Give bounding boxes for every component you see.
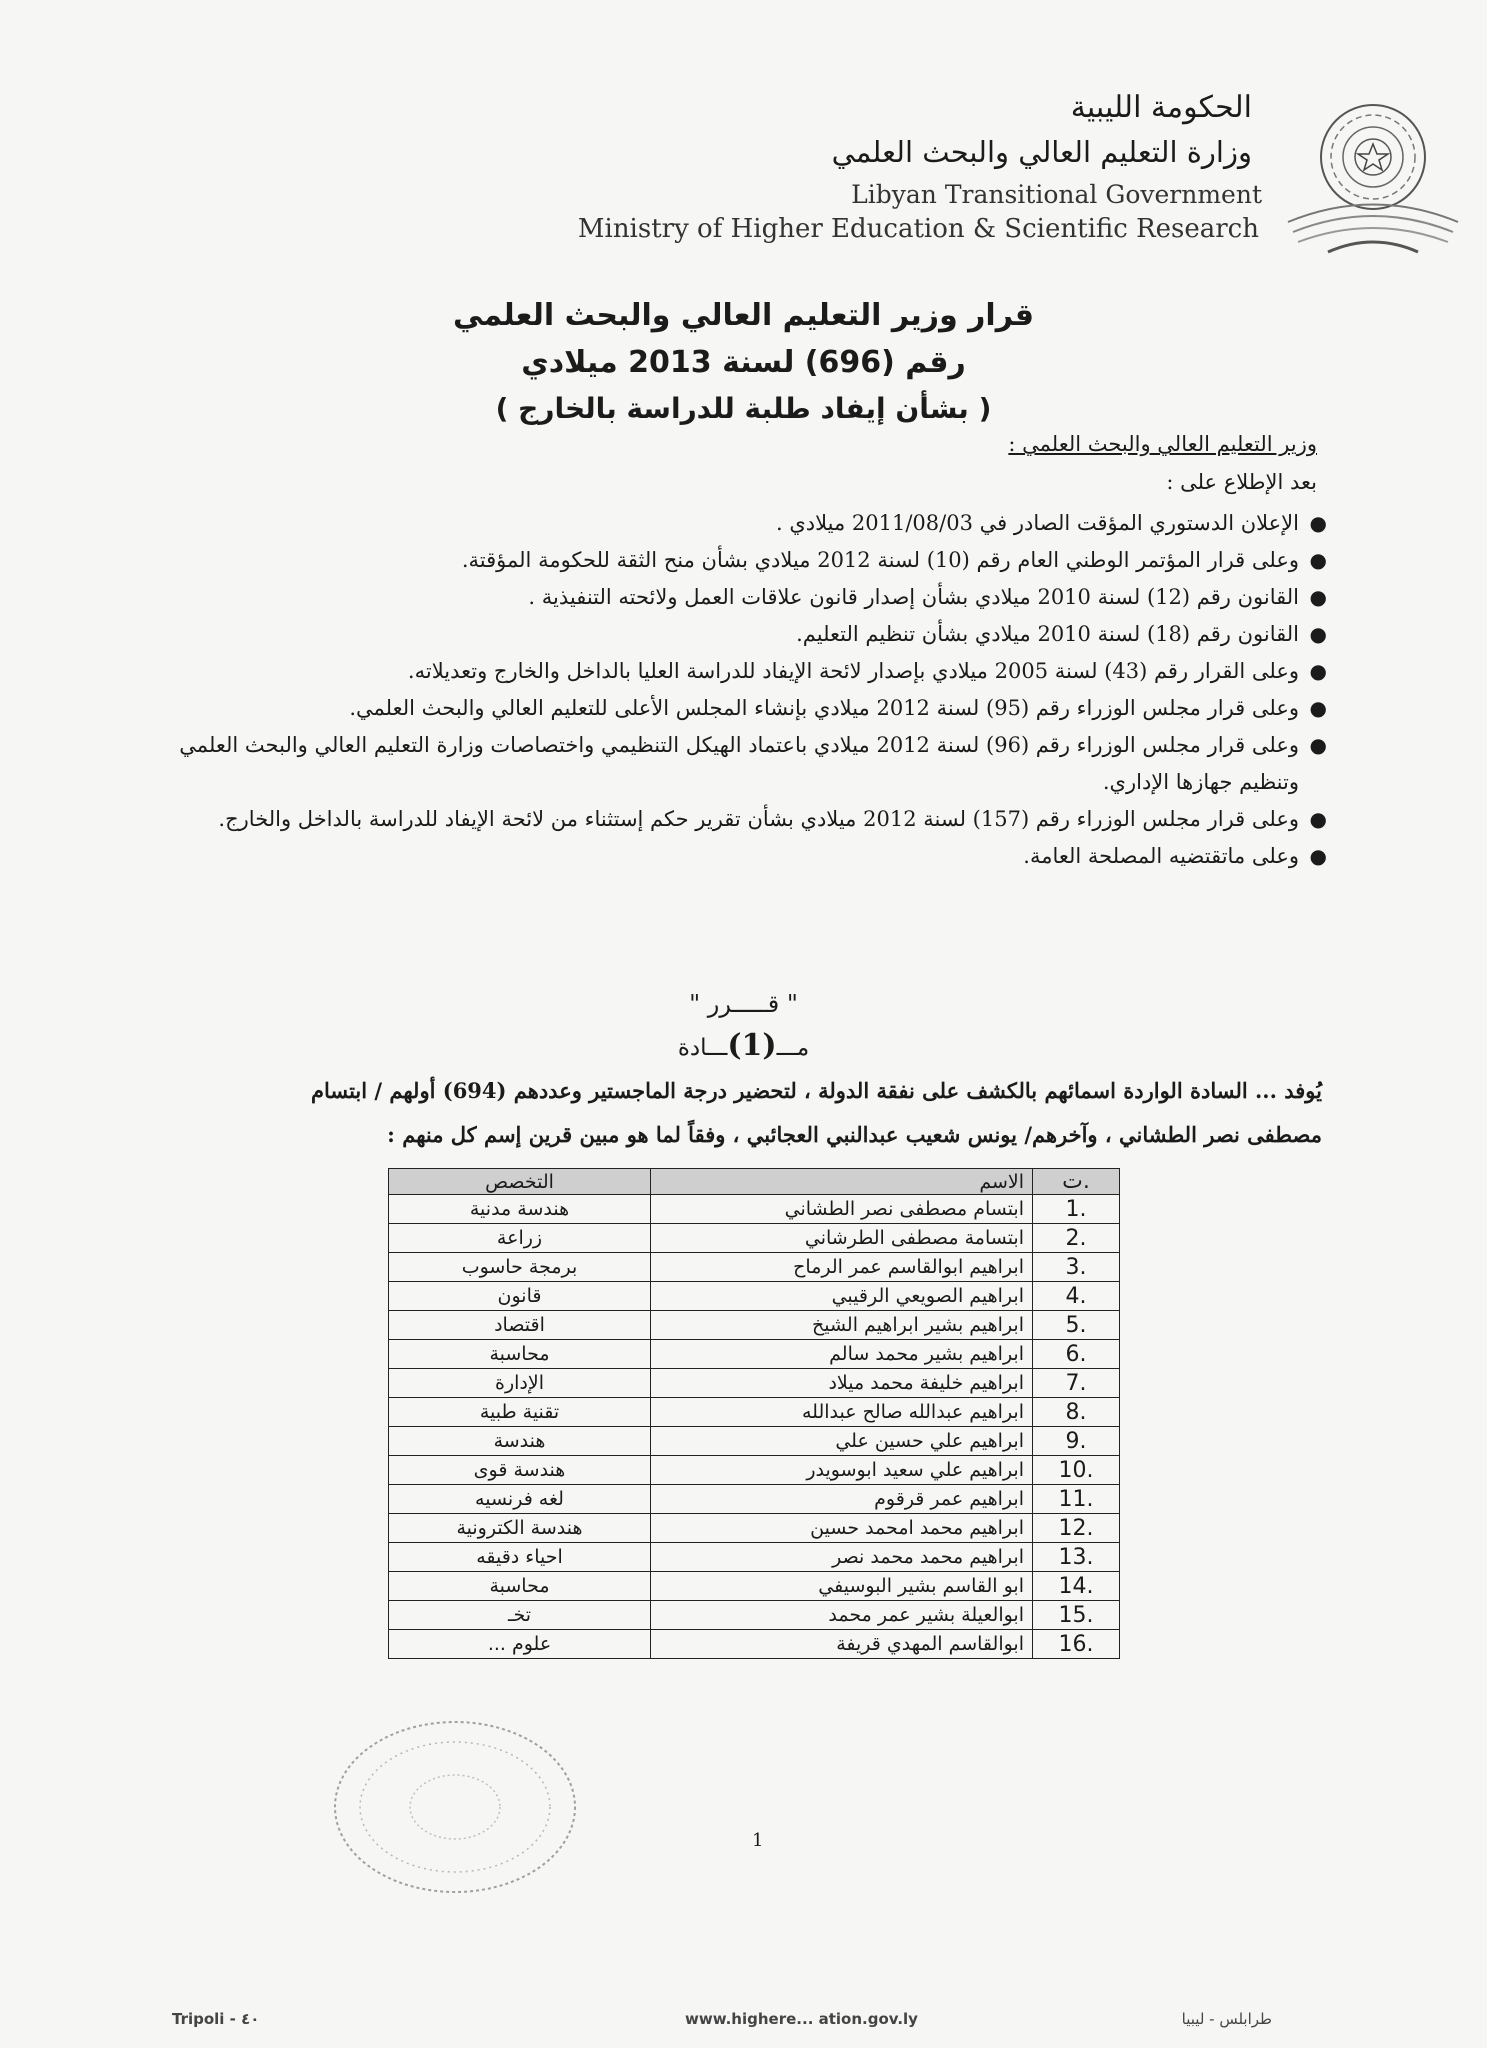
student-specialization: الإدارة (389, 1369, 651, 1398)
student-specialization: احياء دقيقه (389, 1543, 651, 1572)
row-number: 6. (1033, 1340, 1120, 1369)
table-header-row (389, 1169, 1120, 1195)
letterhead-ministry-english: Ministry of Higher Education & Scientific Research (577, 214, 1259, 244)
row-number: 12. (1033, 1514, 1120, 1543)
row-number: 13. (1033, 1543, 1120, 1572)
student-name: ابراهيم علي سعيد ابوسويدر (651, 1456, 1033, 1485)
row-number: 15. (1033, 1601, 1120, 1630)
student-specialization: محاسبة (389, 1572, 651, 1601)
bullet-icon: ● (1309, 659, 1327, 683)
clause-text: وعلى ماتقتضيه المصلحة العامة. (1023, 844, 1299, 868)
list-item (167, 505, 1327, 542)
student-name: ابراهيم محمد امحمد حسين (651, 1514, 1033, 1543)
list-item (167, 801, 1327, 838)
row-number: 7. (1033, 1369, 1120, 1398)
student-name: ابراهيم محمد محمد نصر (651, 1543, 1033, 1572)
table-row (389, 1456, 1120, 1485)
table-row (389, 1514, 1120, 1543)
article-paragraph-line1: يُوفد ... السادة الواردة اسمائهم بالكشف على نفقة الدولة ، لتحضير درجة الماجستير وعددهم (694) أولهم / ابتسام (310, 1078, 1322, 1103)
clause-text: القانون رقم (18) لسنة 2010 ميلادي بشأن تنظيم التعليم. (796, 622, 1299, 646)
student-specialization: زراعة (389, 1224, 651, 1253)
bullet-icon: ● (1309, 733, 1327, 757)
row-number: 1. (1033, 1195, 1120, 1224)
row-number: 9. (1033, 1427, 1120, 1456)
row-number: 5. (1033, 1311, 1120, 1340)
table-row (389, 1195, 1120, 1224)
decision-number: رقم (696) لسنة 2013 ميلادي (521, 345, 966, 380)
list-item (167, 542, 1327, 579)
table-row (389, 1630, 1120, 1659)
article-heading (0, 1028, 1487, 1063)
table-row (389, 1369, 1120, 1398)
bullet-icon: ● (1309, 548, 1327, 572)
student-name: ابراهيم بشير محمد سالم (651, 1340, 1033, 1369)
table-row (389, 1485, 1120, 1514)
footer-website: www.highere... ation.gov.ly (685, 2010, 918, 2028)
column-header-name: الاسم (651, 1169, 1033, 1195)
bullet-icon: ● (1309, 511, 1327, 535)
list-item (167, 727, 1327, 801)
table-row (389, 1398, 1120, 1427)
row-number: 11. (1033, 1485, 1120, 1514)
student-name: ابراهيم عبدالله صالح عبدالله (651, 1398, 1033, 1427)
ministry-emblem-icon (1268, 82, 1478, 282)
student-name: ابراهيم علي حسين علي (651, 1427, 1033, 1456)
bullet-icon: ● (1309, 807, 1327, 831)
row-number: 8. (1033, 1398, 1120, 1427)
clause-text: وعلى قرار مجلس الوزراء رقم (96) لسنة 2012 ميلادي باعتماد الهيكل التنظيمي واختصاصات وزارة التعليم العالي والبحث العلمي وتنظيم جهازها الإداري. (179, 733, 1299, 794)
clause-text: القانون رقم (12) لسنة 2010 ميلادي بشأن إصدار قانون علاقات العمل ولائحته التنفيذية . (528, 585, 1299, 609)
clause-text: وعلى قرار المؤتمر الوطني العام رقم (10) لسنة 2012 ميلادي بشأن منح الثقة للحكومة المؤقتة. (461, 548, 1299, 572)
bullet-icon: ● (1309, 844, 1327, 868)
student-specialization: علوم ... (389, 1630, 651, 1659)
column-header-specialization: التخصص (389, 1169, 651, 1195)
student-specialization: هندسة (389, 1427, 651, 1456)
table-row (389, 1224, 1120, 1253)
row-number: 3. (1033, 1253, 1120, 1282)
table-row (389, 1311, 1120, 1340)
clause-text: وعلى قرار مجلس الوزراء رقم (157) لسنة 2012 ميلادي بشأن تقرير حكم إستثناء من لائحة الإيفاد للدراسة بالداخل والخارج. (218, 807, 1299, 831)
student-specialization: تخـ (389, 1601, 651, 1630)
letterhead-government-arabic: الحكومة الليبية (1070, 90, 1252, 125)
minister-heading: وزير التعليم العالي والبحث العلمي : (1008, 432, 1317, 456)
article-suffix: ـــادة (677, 1035, 728, 1061)
student-name: ابوالعيلة بشير عمر محمد (651, 1601, 1033, 1630)
article-number: (1) (727, 1028, 777, 1063)
list-item (167, 579, 1327, 616)
table-row (389, 1427, 1120, 1456)
article-prefix: مـــ (776, 1035, 810, 1061)
clause-text: الإعلان الدستوري المؤقت الصادر في 2011/08/03 ميلادي . (775, 511, 1299, 535)
student-specialization: هندسة مدنية (389, 1195, 651, 1224)
list-item (167, 616, 1327, 653)
row-number: 10. (1033, 1456, 1120, 1485)
student-name: ابوالقاسم المهدي قريفة (651, 1630, 1033, 1659)
after-reviewing-heading: بعد الإطلاع على : (1166, 470, 1317, 494)
table-row (389, 1543, 1120, 1572)
decided-heading: " قـــــرر " (689, 990, 798, 1018)
decision-subject: ( بشأن إيفاد طلبة للدراسة بالخارج ) (495, 392, 992, 425)
student-name: ابراهيم خليفة محمد ميلاد (651, 1369, 1033, 1398)
page-number: 1 (752, 1830, 764, 1851)
article-paragraph-line2: مصطفى نصر الطشاني ، وآخرهم/ يونس شعيب عبدالنبي العجائبي ، وفقاً لما هو مبين قرين إسم كل منهم : (387, 1122, 1322, 1147)
row-number: 16. (1033, 1630, 1120, 1659)
student-specialization: قانون (389, 1282, 651, 1311)
column-header-number: ت. (1033, 1169, 1120, 1195)
letterhead-government-english: Libyan Transitional Government (851, 180, 1262, 209)
students-table (388, 1168, 1120, 1659)
table-row (389, 1253, 1120, 1282)
student-name: ابراهيم الصويعي الرقيبي (651, 1282, 1033, 1311)
letterhead-ministry-arabic: وزارة التعليم العالي والبحث العلمي (831, 135, 1252, 169)
student-name: ابتسامة مصطفى الطرشاني (651, 1224, 1033, 1253)
student-name: ابتسام مصطفى نصر الطشاني (651, 1195, 1033, 1224)
table-row (389, 1282, 1120, 1311)
student-specialization: هندسة الكترونية (389, 1514, 651, 1543)
student-specialization: تقنية طبية (389, 1398, 651, 1427)
student-specialization: لغه فرنسيه (389, 1485, 651, 1514)
official-stamp-icon (325, 1712, 585, 1902)
student-specialization: محاسبة (389, 1340, 651, 1369)
clause-text: وعلى قرار مجلس الوزراء رقم (95) لسنة 2012 ميلادي بإنشاء المجلس الأعلى للتعليم العالي والبحث العلمي. (349, 696, 1299, 720)
bullet-icon: ● (1309, 585, 1327, 609)
bullet-icon: ● (1309, 696, 1327, 720)
student-name: ابراهيم عمر قرقوم (651, 1485, 1033, 1514)
student-name: ابراهيم ابوالقاسم عمر الرماح (651, 1253, 1033, 1282)
row-number: 4. (1033, 1282, 1120, 1311)
list-item (167, 690, 1327, 727)
list-item (167, 838, 1327, 875)
table-row (389, 1340, 1120, 1369)
student-specialization: برمجة حاسوب (389, 1253, 651, 1282)
legal-references-list (167, 505, 1327, 875)
table-row (389, 1601, 1120, 1630)
row-number: 14. (1033, 1572, 1120, 1601)
clause-text: وعلى القرار رقم (43) لسنة 2005 ميلادي بإصدار لائحة الإيفاد للدراسة العليا بالداخل والخارج وتعديلاته. (407, 659, 1299, 683)
student-specialization: اقتصاد (389, 1311, 651, 1340)
student-name: ابراهيم بشير ابراهيم الشيخ (651, 1311, 1033, 1340)
footer-city: Tripoli - ٤٠ (172, 2010, 260, 2028)
student-specialization: هندسة قوى (389, 1456, 651, 1485)
table-row (389, 1572, 1120, 1601)
student-name: ابو القاسم بشير البوسيفي (651, 1572, 1033, 1601)
decision-title: قرار وزير التعليم العالي والبحث العلمي (452, 298, 1035, 333)
list-item (167, 653, 1327, 690)
bullet-icon: ● (1309, 622, 1327, 646)
footer-city-arabic: طرابلس - ليبيا (1181, 2010, 1272, 2028)
row-number: 2. (1033, 1224, 1120, 1253)
